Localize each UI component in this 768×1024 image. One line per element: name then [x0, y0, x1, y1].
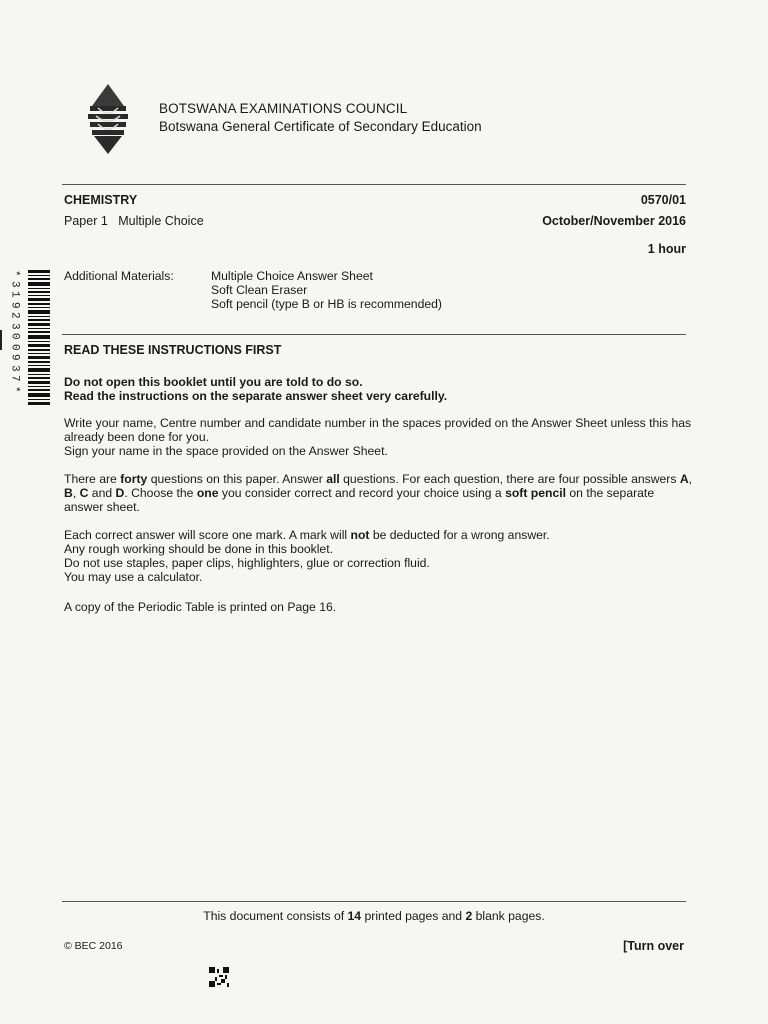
- paper-type: Paper 1 Multiple Choice: [64, 214, 204, 228]
- materials-label: Additional Materials:: [64, 269, 174, 283]
- instructions-heading: READ THESE INSTRUCTIONS FIRST: [64, 343, 282, 357]
- qr-code-icon: [209, 967, 229, 987]
- barcode-digits: * 3 1 9 2 3 0 0 9 3 7 *: [8, 269, 21, 393]
- instruction-line: Read the instructions on the separate answer sheet very carefully.: [64, 389, 448, 403]
- certificate-title: Botswana General Certificate of Secondary Education: [159, 119, 482, 134]
- subject: CHEMISTRY: [64, 193, 138, 207]
- instructions-paragraph-2: There are forty questions on this paper. Answer all questions. For each question, there are four possible answers A, B, C and D. Choose the one you consider correct and record your choice using a soft pencil on the separate answer sheet.: [64, 472, 693, 514]
- instruction-line: Do not open this booklet until you are told to do so.: [64, 375, 363, 389]
- material-item: Multiple Choice Answer Sheet: [211, 269, 373, 283]
- top-divider: [62, 184, 686, 185]
- material-item: Soft pencil (type B or HB is recommended): [211, 297, 442, 311]
- bec-logo: [84, 84, 132, 154]
- edge-mark: [0, 330, 2, 350]
- session: October/November 2016: [542, 214, 686, 228]
- bottom-divider: [62, 901, 686, 902]
- materials-list: [211, 269, 442, 311]
- barcode: [28, 268, 50, 408]
- mid-divider: [62, 334, 686, 335]
- material-item: Soft Clean Eraser: [211, 283, 308, 297]
- instruction-line: Write your name, Centre number and candidate number in the spaces provided on the Answer Sheet unless this has already been done for you.: [64, 416, 692, 444]
- instructions-paragraph-3: Each correct answer will score one mark. A mark will not be deducted for a wrong answer. Any rough working should be done in this booklet. Do not use staples, paper clips, highlighters, glue or correction fluid. You may use a calculator.: [64, 528, 694, 584]
- paper-code: 0570/01: [640, 193, 686, 207]
- org-name: BOTSWANA EXAMINATIONS COUNCIL: [159, 101, 408, 116]
- periodic-table-note: A copy of the Periodic Table is printed on Page 16.: [64, 600, 337, 614]
- turn-over: [Turn over: [623, 939, 684, 953]
- duration: 1 hour: [647, 242, 686, 256]
- instruction-line: Do not use staples, paper clips, highlighters, glue or correction fluid.: [64, 556, 430, 570]
- instruction-line: Sign your name in the space provided on the Answer Sheet.: [64, 444, 388, 458]
- instruction-line: You may use a calculator.: [64, 570, 203, 584]
- page-count-note: This document consists of 14 printed pages and 2 blank pages.: [203, 909, 545, 923]
- instructions-paragraph-1: [64, 416, 694, 458]
- copyright: © BEC 2016: [64, 940, 123, 952]
- instruction-line: Any rough working should be done in this booklet.: [64, 542, 333, 556]
- instructions-bold: [64, 375, 694, 403]
